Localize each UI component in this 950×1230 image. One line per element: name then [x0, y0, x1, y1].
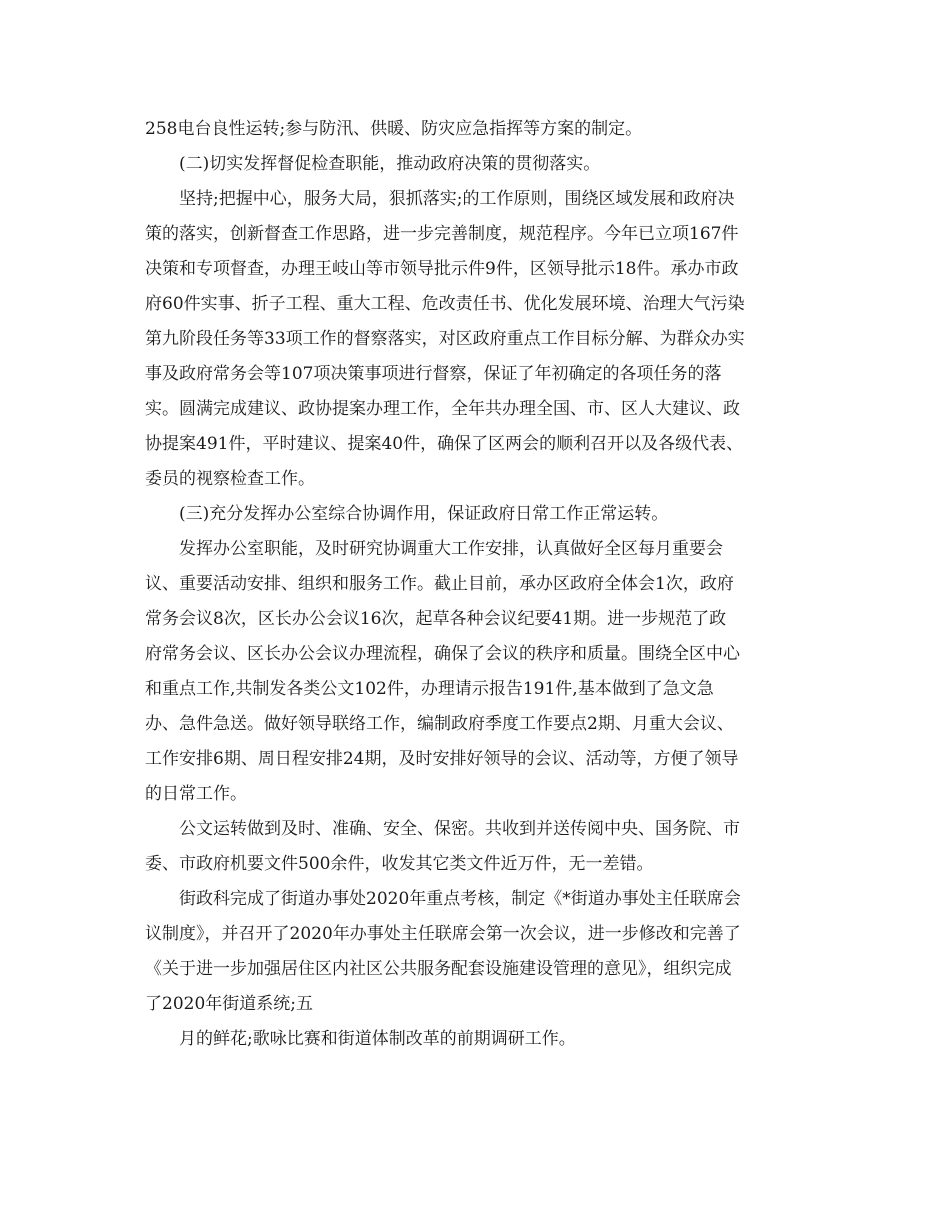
- text-line: 协提案491件，平时建议、提案40件，确保了区两会的顺利召开以及各级代表、: [145, 434, 744, 454]
- text-line: 事及政府常务会等107项决策事项进行督察，保证了年初确定的各项任务的落: [145, 364, 722, 384]
- text-line: 府60件实事、折子工程、重大工程、危改责任书、优化发展环境、治理大气污染: [145, 294, 745, 314]
- text-line: 议、重要活动安排、组织和服务工作。截止目前，承办区政府全体会1次，政府: [145, 574, 734, 594]
- text-line: 第九阶段任务等33项工作的督察落实，对区政府重点工作目标分解、为群众办实: [145, 329, 745, 349]
- text-line: 委、市政府机要文件500余件，收发其它类文件近万件，无一差错。: [145, 854, 654, 874]
- section-heading-3: [145, 497, 810, 532]
- paragraph-documents: [145, 812, 810, 882]
- text-line: 议制度》，并召开了2020年办事处主任联席会第一次会议，进一步修改和完善了: [145, 924, 741, 944]
- text-line: 和重点工作,共制发各类公文102件，办理请示报告191件,基本做到了急文急: [145, 679, 714, 699]
- section-heading-2: [145, 147, 810, 182]
- text-line: 月的鲜花;歌咏比赛和街道体制改革的前期调研工作。: [179, 1029, 576, 1049]
- text-line: 工作安排6期、周日程安排24期，及时安排好领导的会议、活动等，方便了领导: [145, 749, 739, 769]
- text-line: 公文运转做到及时、准确、安全、保密。共收到并送传阅中央、国务院、市: [179, 819, 740, 839]
- paragraph-coordination: [145, 532, 810, 812]
- text-line: 委员的视察检查工作。: [145, 469, 315, 489]
- text-line: 发挥办公室职能，及时研究协调重大工作安排，认真做好全区每月重要会: [179, 539, 723, 559]
- paragraph-continuation: [145, 112, 810, 147]
- text-line: 的日常工作。: [145, 784, 247, 804]
- document-body: [145, 112, 810, 1057]
- paragraph-final: [145, 1022, 810, 1057]
- text-line: 策的落实，创新督查工作思路，进一步完善制度，规范程序。今年已立项167件: [145, 224, 739, 244]
- text-line: 《关于进一步加强居住区内社区公共服务配套设施建设管理的意见》，组织完成: [145, 959, 732, 979]
- text-line: 常务会议8次，区长办公会议16次，起草各种会议纪要41期。进一步规范了政: [145, 609, 727, 629]
- paragraph-street-affairs: [145, 882, 810, 1022]
- text-line: 办、急件急送。做好领导联络工作，编制政府季度工作要点2期、月重大会议、: [145, 714, 734, 734]
- heading-text: (三)充分发挥办公室综合协调作用，保证政府日常工作正常运转。: [179, 504, 669, 524]
- text-line: 实。圆满完成建议、政协提案办理工作，全年共办理全国、市、区人大建议、政: [145, 399, 740, 419]
- heading-text: (二)切实发挥督促检查职能，推动政府决策的贯彻落实。: [179, 154, 601, 174]
- text-line: 了2020年街道系统;五: [145, 994, 313, 1014]
- text-line: 街政科完成了街道办事处2020年重点考核，制定《*街道办事处主任联席会: [179, 889, 741, 909]
- text-line: 决策和专项督查，办理王岐山等市领导批示件9件，区领导批示18件。承办市政: [145, 259, 739, 279]
- text-line: 坚持;把握中心，服务大局，狠抓落实;的工作原则，围绕区域发展和政府决: [179, 189, 735, 209]
- paragraph-supervision: [145, 182, 810, 497]
- text-line: 258电台良性运转;参与防汛、供暖、防灾应急指挥等方案的制定。: [145, 119, 643, 139]
- text-line: 府常务会议、区长办公会议办理流程，确保了会议的秩序和质量。围绕全区中心: [145, 644, 740, 664]
